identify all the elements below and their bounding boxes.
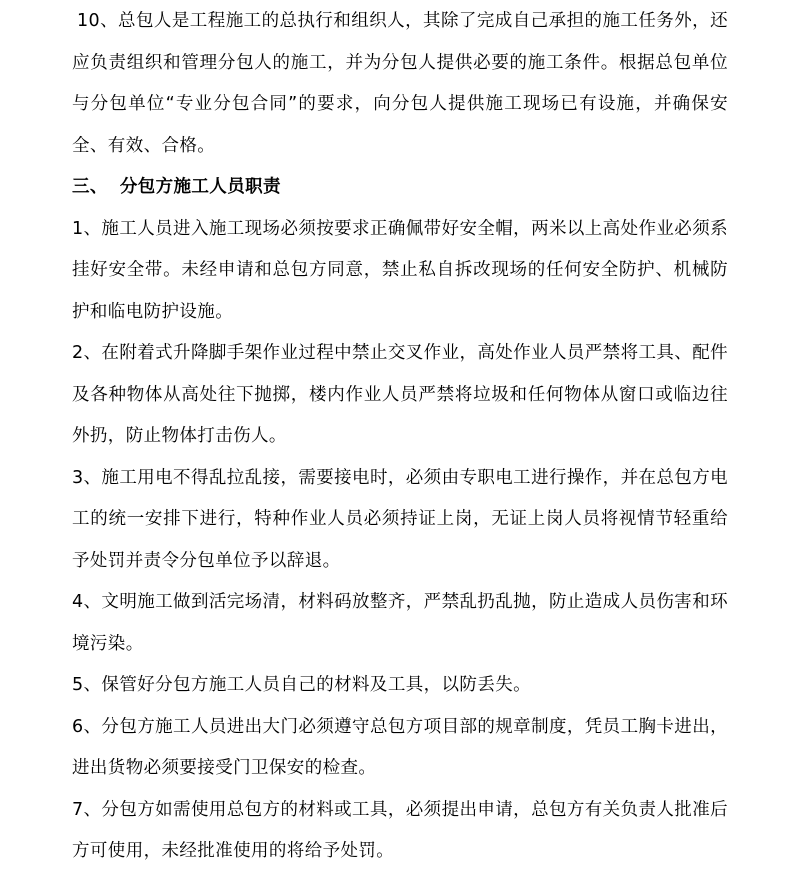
section-number: 三、: [72, 177, 108, 197]
section-title: 分包方施工人员职责: [119, 177, 281, 197]
list-item-5: 5、保管好分包方施工人员自己的材料及工具，以防丢失。: [72, 675, 532, 695]
list-item-7: 7、分包方如需使用总包方的材料或工具，必须提出申请，总包方有关负责人批准后方可使用，未经批准使用的将给予处罚。: [72, 799, 728, 861]
list-item-6: 6、分包方施工人员进出大门必须遵守总包方项目部的规章制度，凭员工胸卡进出，进出货物必须要接受门卫保安的检查。: [72, 716, 728, 778]
document-page: [72, 0, 728, 873]
list-item-2: 2、在附着式升降脚手架作业过程中禁止交叉作业，高处作业人员严禁将工具、配件及各种物体从高处往下抛掷，楼内作业人员严禁将垃圾和任何物体从窗口或临边往外扔，防止物体打击伤人。: [72, 343, 728, 446]
list-item-1: 1、施工人员进入施工现场必须按要求正确佩带好安全帽，两米以上高处作业必须系挂好安全带。未经申请和总包方同意，禁止私自拆改现场的任何安全防护、机械防护和临电防护设施。: [72, 218, 728, 322]
paragraph-10: 10、总包人是工程施工的总执行和组织人，其除了完成自己承担的施工任务外，还应负责组织和管理分包人的施工，并为分包人提供必要的施工条件。根据总包单位与分包单位“专业分包合同”的要求，向分包人提供施工现场已有设施，并确保安全、有效、合格。: [72, 11, 728, 156]
section-heading: [72, 167, 728, 209]
list-item-3: 3、施工用电不得乱拉乱接，需要接电时，必须由专职电工进行操作，并在总包方电工的统一安排下进行，特种作业人员必须持证上岗，无证上岗人员将视情节轻重给予处罚并责令分包单位予以辞退。: [72, 467, 728, 571]
list-item-4: 4、文明施工做到活完场清，材料码放整齐，严禁乱扔乱抛，防止造成人员伤害和环境污染。: [72, 592, 728, 654]
